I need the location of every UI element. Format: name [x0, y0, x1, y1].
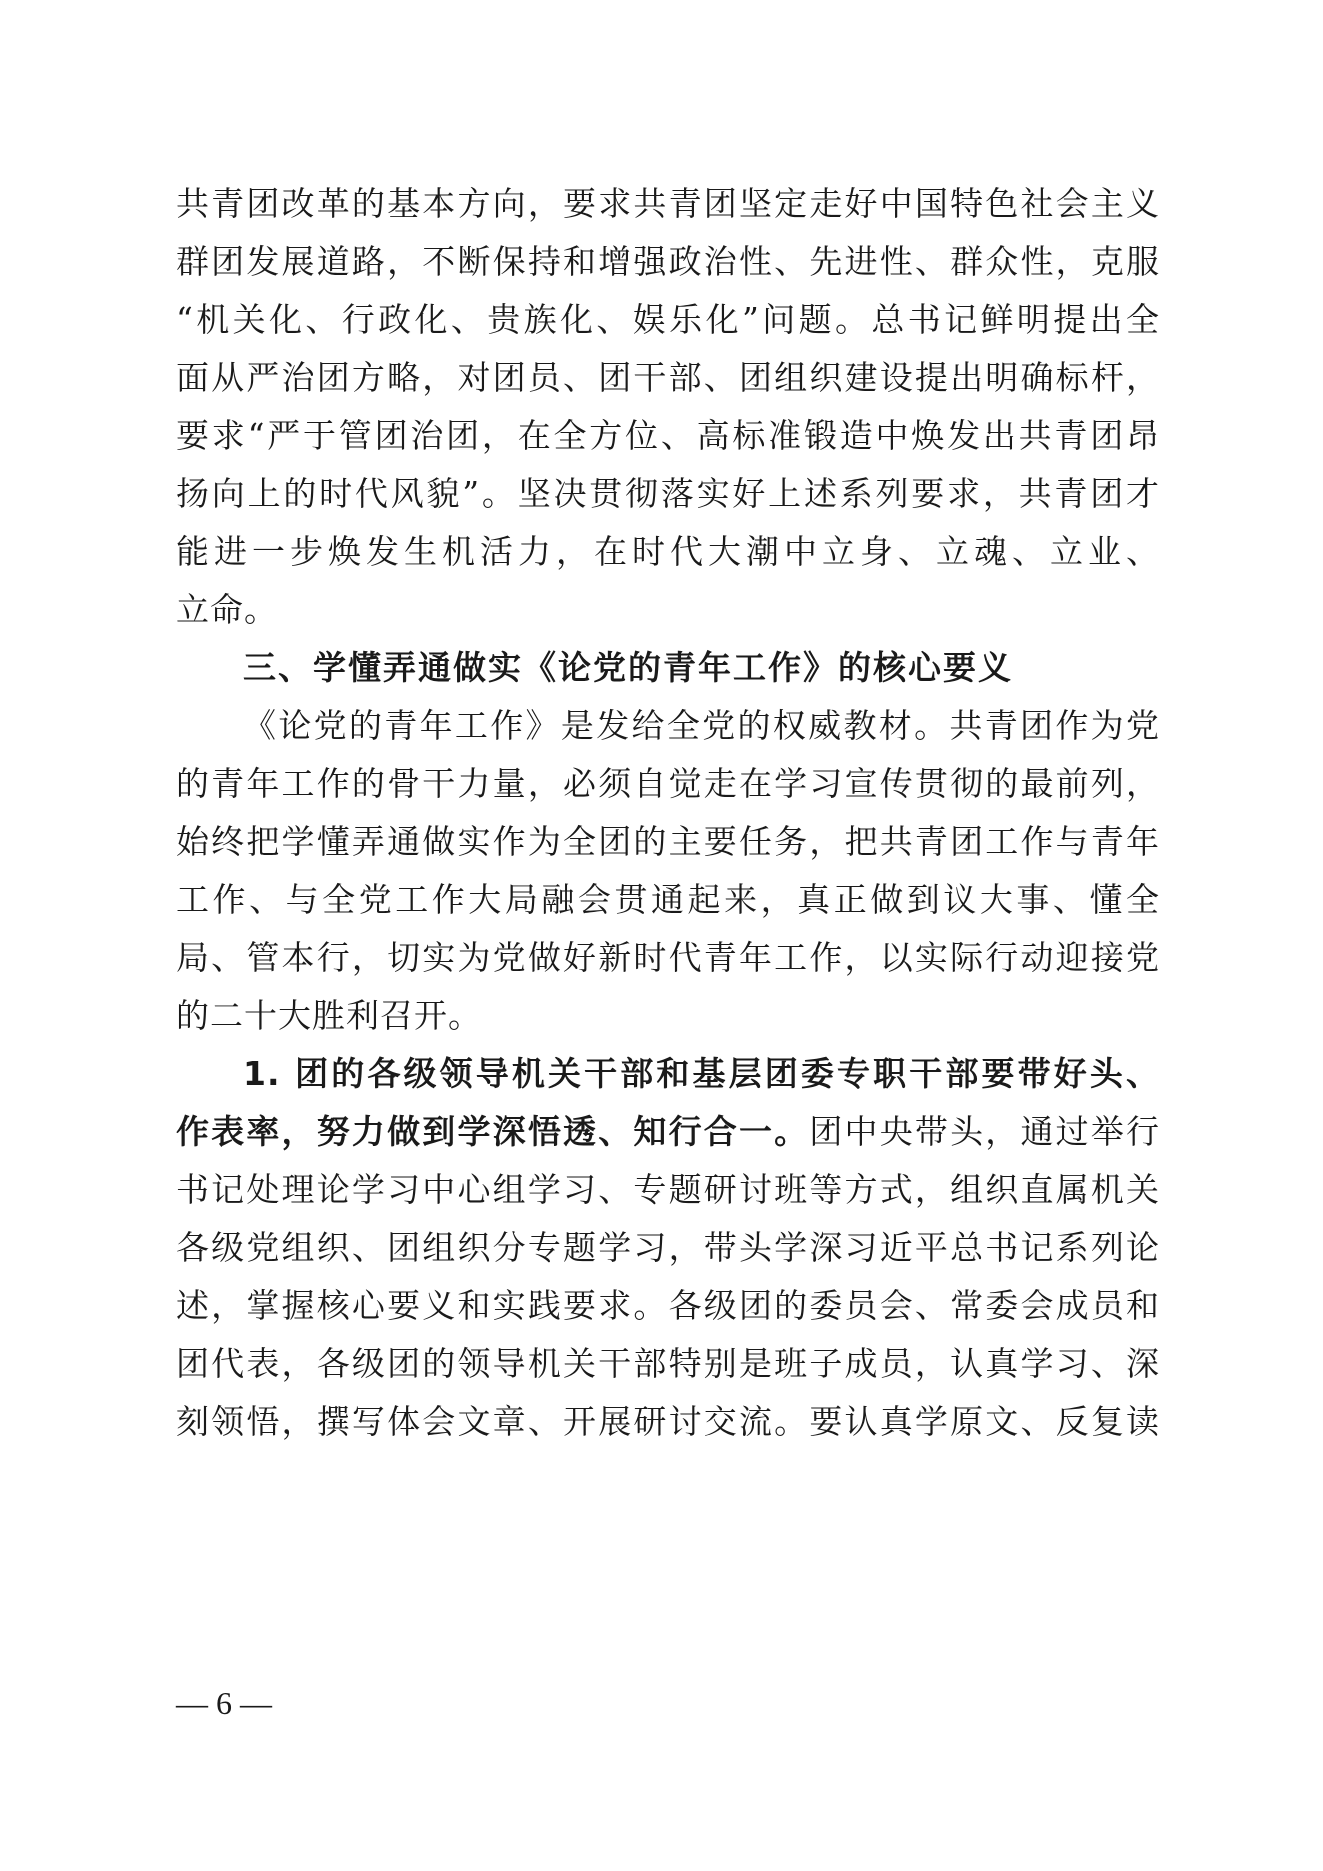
body-text-line: 的青年工作的骨干力量，必须自觉走在学习宣传贯彻的最前列， [176, 764, 1160, 803]
numbered-item-heading: 1. 团的各级领导机关干部和基层团委专职干部要带好头、 [243, 1054, 1160, 1093]
body-text-line: 群团发展道路，不断保持和增强政治性、先进性、群众性，克服 [176, 242, 1160, 281]
body-text-line: 共青团改革的基本方向，要求共青团坚定走好中国特色社会主义 [176, 184, 1160, 223]
body-text-line: 面从严治团方略，对团员、团干部、团组织建设提出明确标杆， [176, 358, 1160, 397]
body-text-line: 立命。 [176, 590, 278, 629]
body-text-line: 局、管本行，切实为党做好新时代青年工作，以实际行动迎接党 [176, 938, 1160, 977]
section-heading: 三、学懂弄通做实《论党的青年工作》的核心要义 [243, 648, 1013, 687]
page-number: — 6 — [176, 1685, 272, 1721]
body-text-line: 的二十大胜利召开。 [176, 996, 482, 1035]
body-text-line: 要求“严于管团治团，在全方位、高标准锻造中焕发出共青团昂 [176, 416, 1160, 455]
body-text-line: 始终把学懂弄通做实作为全团的主要任务，把共青团工作与青年 [176, 822, 1160, 861]
body-text-line: 团代表，各级团的领导机关干部特别是班子成员，认真学习、深 [176, 1344, 1160, 1383]
body-text-line: 述，掌握核心要义和实践要求。各级团的委员会、常委会成员和 [176, 1286, 1160, 1325]
body-text-line: 能进一步焕发生机活力，在时代大潮中立身、立魂、立业、 [176, 532, 1160, 571]
body-text-line: 书记处理论学习中心组学习、专题研讨班等方式，组织直属机关 [176, 1170, 1160, 1209]
body-text-line: “机关化、行政化、贵族化、娱乐化”问题。总书记鲜明提出全 [176, 300, 1160, 339]
body-text-line: 扬向上的时代风貌”。坚决贯彻落实好上述系列要求，共青团才 [176, 474, 1160, 513]
body-text-line: 《论党的青年工作》是发给全党的权威教材。共青团作为党 [243, 706, 1160, 745]
lead-rest-text: 团中央带头，通过举行 [809, 1112, 1161, 1151]
body-text-line: 工作、与全党工作大局融会贯通起来，真正做到议大事、懂全 [176, 880, 1160, 919]
bold-lead-text: 作表率，努力做到学深悟透、知行合一。 [176, 1112, 810, 1151]
body-text-line: 各级党组织、团组织分专题学习，带头学深习近平总书记系列论 [176, 1228, 1160, 1267]
body-text-line [176, 1100, 1160, 1164]
body-text-line: 刻领悟，撰写体会文章、开展研讨交流。要认真学原文、反复读 [176, 1402, 1160, 1441]
